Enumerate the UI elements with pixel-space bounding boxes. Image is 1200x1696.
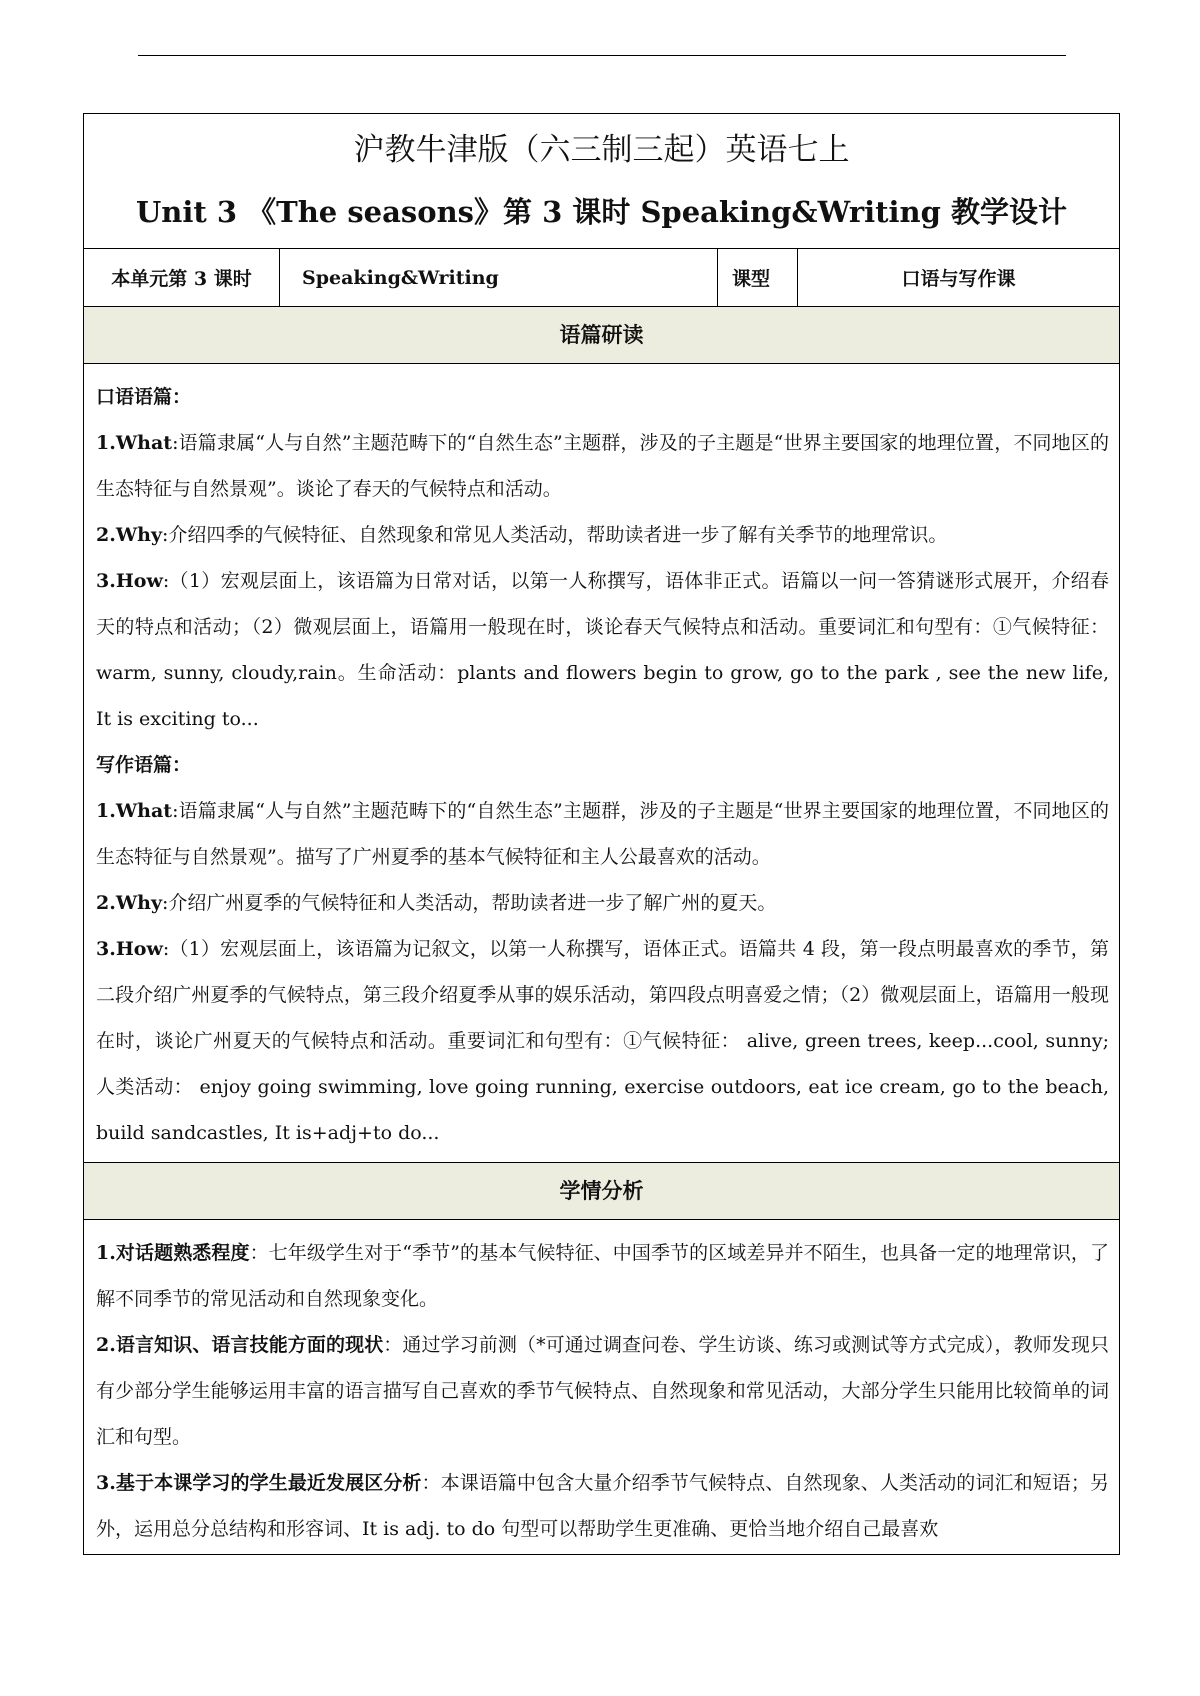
speaking-why [96,512,1109,558]
writing-heading: 写作语篇： [96,754,192,776]
learner-point-1 [96,1230,1109,1322]
learner-point-3 [96,1460,1109,1552]
speaking-how [96,558,1109,742]
writing-how-text: :（1）宏观层面上，该语篇为记叙文，以第一人称撰写，语体正式。语篇共 4 段，第一段点明最喜欢的季节，第二段介绍广州夏季的气候特点，第三段介绍夏季从事的娱乐活动，第四段点明喜爱之情；（2）微观层面上，语篇用一般现在时，谈论广州夏天的气候特点和活动。重要词汇和句型有：①气候特征： alive, green trees, keep...cool, sunny; 人类活动： enjoy going swimming, love going running, exercise outdoors, eat ice cream, go to the beach, build sandcastles, It is+adj+to do... [96,938,1109,1144]
writing-what-lead: 1.What [96,800,173,822]
learner-point-2-text: ：通过学习前测（*可通过调查问卷、学生访谈、练习或测试等方式完成），教师发现只有少部分学生能够运用丰富的语言描写自己喜欢的季节气候特点、自然现象和常见活动，大部分学生只能用比较简单的词汇和句型。 [96,1334,1109,1448]
writing-why-lead: 2.Why [96,892,163,914]
speaking-what [96,420,1109,512]
section-header-text-analysis: 语篇研读 [84,307,1119,364]
learner-point-1-text: ：七年级学生对于“季节”的基本气候特征、中国季节的区域差异并不陌生，也具备一定的地理常识，了解不同季节的常见活动和自然现象变化。 [96,1242,1109,1310]
speaking-what-lead: 1.What [96,432,173,454]
learner-analysis-body [84,1220,1119,1554]
writing-how-lead: 3.How [96,938,163,960]
speaking-heading: 口语语篇： [96,386,192,408]
document-subtitle: Unit 3 《The seasons》第 3 课时 Speaking&Writing 教学设计 [135,195,1068,229]
header-rule [138,55,1066,56]
learner-point-2 [96,1322,1109,1460]
writing-how [96,926,1109,1156]
writing-why [96,880,1109,926]
lesson-plan-table [83,113,1120,1555]
lesson-label: 本单元第 3 课时 [84,249,280,306]
learner-point-2-lead: 2.语言知识、语言技能方面的现状 [96,1334,384,1356]
writing-why-text: :介绍广州夏季的气候特征和人类活动，帮助读者进一步了解广州的夏天。 [162,892,777,914]
lesson-type-value: 口语与写作课 [901,268,1016,290]
lesson-name: Speaking&Writing [280,249,718,306]
speaking-what-text: :语篇隶属“人与自然”主题范畴下的“自然生态”主题群，涉及的子主题是“世界主要国家的地理位置，不同地区的生态特征与自然景观”。谈论了春天的气候特点和活动。 [96,432,1109,500]
speaking-why-text: :介绍四季的气候特征、自然现象和常见人类活动，帮助读者进一步了解有关季节的地理常识。 [162,524,948,546]
lesson-type-label: 课型 [718,249,798,306]
lesson-info-row [84,249,1119,307]
section-header-learner-analysis: 学情分析 [84,1163,1119,1220]
title-block [84,114,1119,249]
text-analysis-body [84,364,1119,1163]
speaking-how-lead: 3.How [96,570,163,592]
document-title: 沪教牛津版（六三制三起）英语七上 [353,132,850,168]
writing-what [96,788,1109,880]
learner-point-3-text: ：本课语篇中包含大量介绍季节气候特点、自然现象、人类活动的词汇和短语；另外，运用总分总结构和形容词、It is adj. to do 句型可以帮助学生更准确、更恰当地介绍自己最喜欢 [96,1472,1109,1540]
learner-point-1-lead: 1.对话题熟悉程度 [96,1242,250,1264]
speaking-how-text: :（1）宏观层面上，该语篇为日常对话，以第一人称撰写，语体非正式。语篇以一问一答猜谜形式展开，介绍春天的特点和活动；（2）微观层面上，语篇用一般现在时，谈论春天气候特点和活动。重要词汇和句型有：①气候特征： warm, sunny, cloudy,rain。生命活动：plants and flowers begin to grow, go to the park , see the new life, It is exciting to... [96,570,1109,730]
writing-what-text: :语篇隶属“人与自然”主题范畴下的“自然生态”主题群，涉及的子主题是“世界主要国家的地理位置，不同地区的生态特征与自然景观”。描写了广州夏季的基本气候特征和主人公最喜欢的活动。 [96,800,1109,868]
learner-point-3-lead: 3.基于本课学习的学生最近发展区分析 [96,1472,422,1494]
speaking-why-lead: 2.Why [96,524,163,546]
